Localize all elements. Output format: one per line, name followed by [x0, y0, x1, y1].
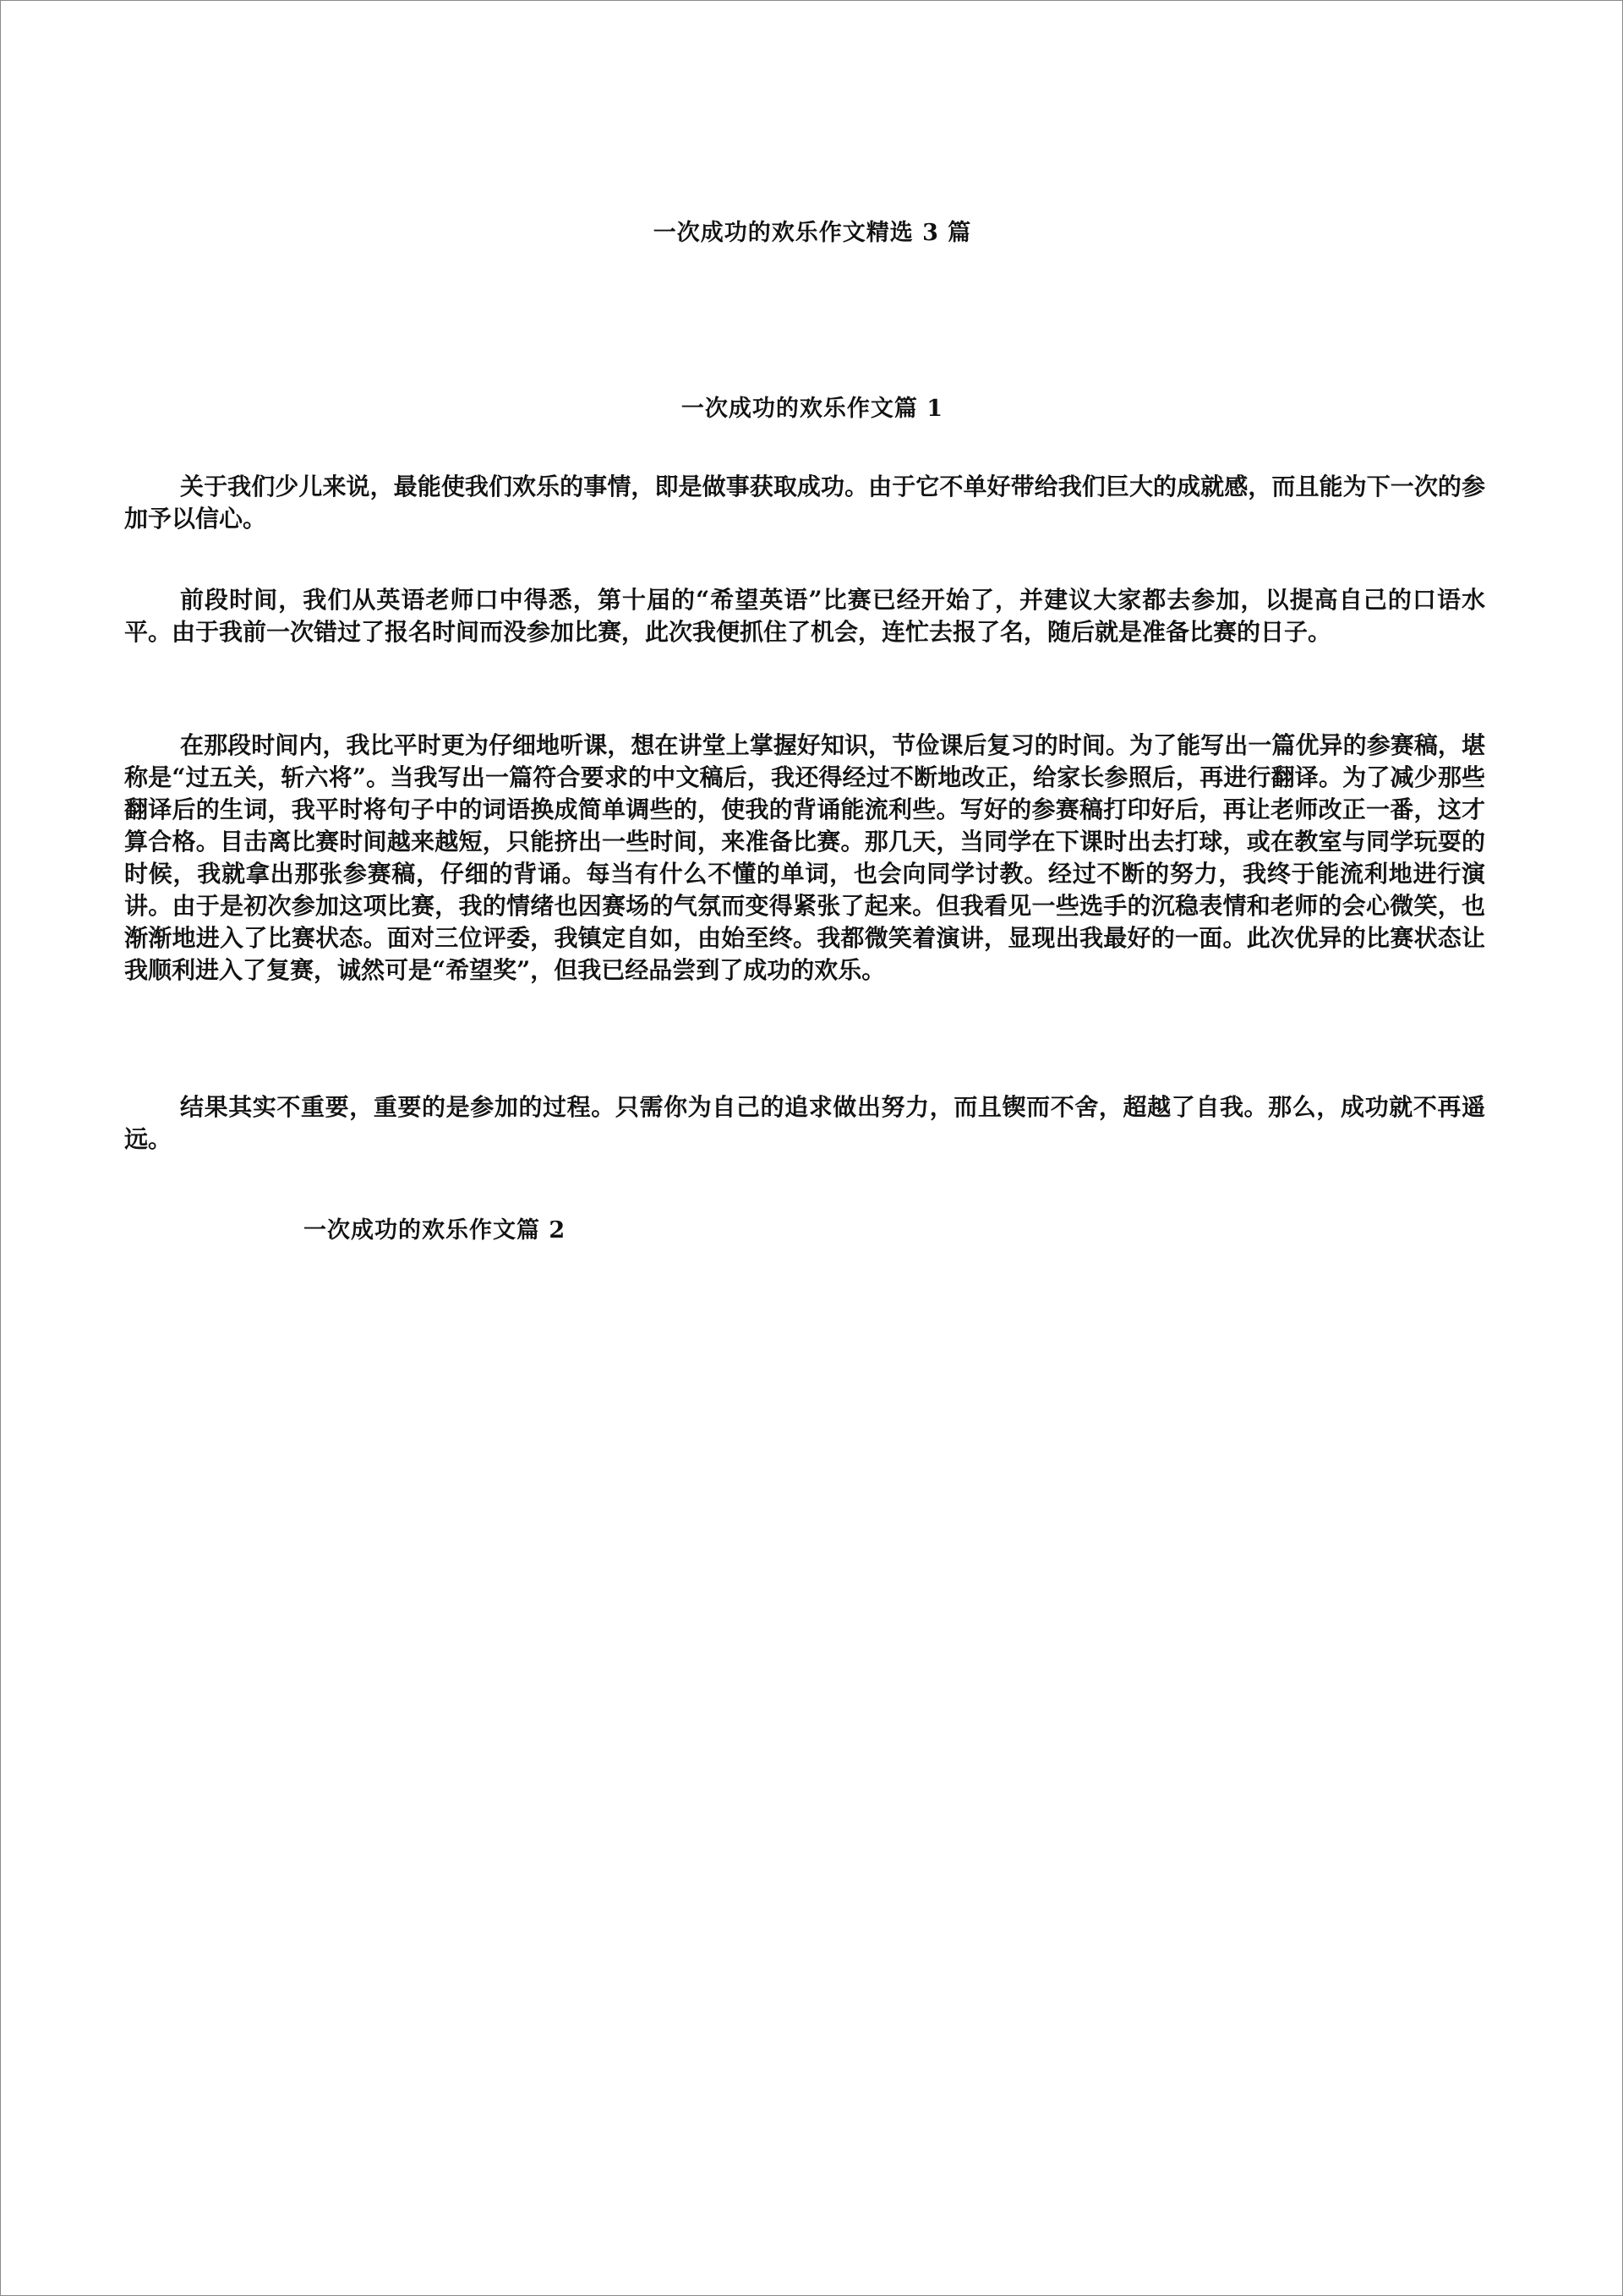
paragraph-3: 在那段时间内，我比平时更为仔细地听课，想在讲堂上掌握好知识，节俭课后复习的时间。为了能写出一篇优异的参赛稿，堪称是“过五关，斩六将”。当我写出一篇符合要求的中文稿后，我还得经过不断地改正，给家长参照后，再进行翻译。为了减少那些翻译后的生词，我平时将句子中的词语换成简单调些的，使我的背诵能流利些。写好的参赛稿打印好后，再让老师改正一番，这才算合格。目击离比赛时间越来越短，只能挤出一些时间，来准备比赛。那几天，当同学在下课时出去打球，或在教室与同学玩耍的时候，我就拿出那张参赛稿，仔细的背诵。每当有什么不懂的单词，也会向同学讨教。经过不断的努力，我终于能流利地进行演讲。由于是初次参加这项比赛，我的情绪也因赛场的气氛而变得紧张了起来。但我看见一些选手的沉稳表情和老师的会心微笑，也渐渐地进入了比赛状态。面对三位评委，我镇定自如，由始至终。我都微笑着演讲，显现出我最好的一面。此次优异的比赛状态让我顺利进入了复赛，诚然可是“希望奖”，但我已经品尝到了成功的欢乐。 [124, 731, 1485, 984]
paragraph-1: 关于我们少儿来说，最能使我们欢乐的事情，即是做事获取成功。由于它不单好带给我们巨大的成就感，而且能为下一次的参加予以信心。 [124, 473, 1485, 533]
document-title: 一次成功的欢乐作文精选 3 篇 [653, 220, 972, 246]
paragraph-2: 前段时间，我们从英语老师口中得悉，第十届的“希望英语”比赛已经开始了，并建议大家都去参加，以提高自己的口语水平。由于我前一次错过了报名时间而没参加比赛，此次我便抓住了机会，连忙去报了名，随后就是准备比赛的日子。 [124, 586, 1485, 646]
section-2-heading: 一次成功的欢乐作文篇 2 [303, 1217, 566, 1244]
section-1-heading: 一次成功的欢乐作文篇 1 [680, 396, 944, 422]
paragraph-4: 结果其实不重要，重要的是参加的过程。只需你为自己的追求做出努力，而且锲而不舍，超越了自我。那么，成功就不再遥远。 [124, 1093, 1485, 1153]
